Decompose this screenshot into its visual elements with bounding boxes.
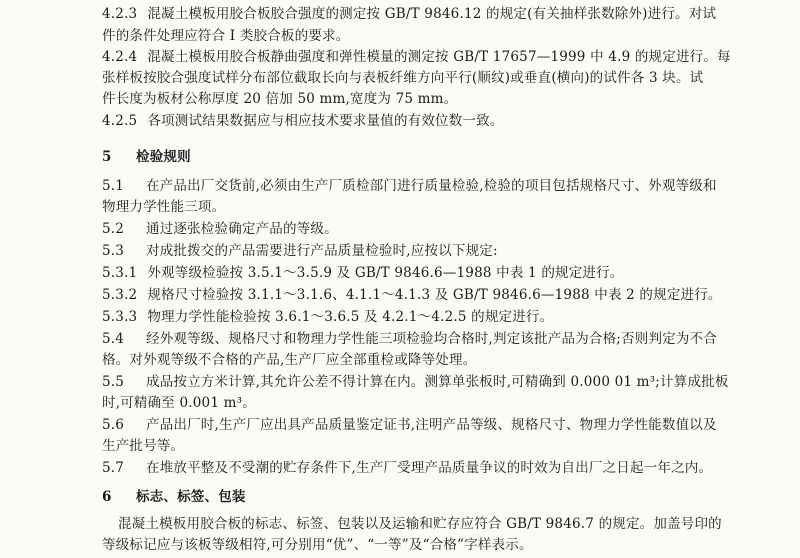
clause-text: 外观等级检验按 3.5.1～3.5.9 及 GB/T 9846.6—1988 中表 1 的规定进行。	[147, 265, 624, 281]
clause-number: 5.4	[102, 331, 125, 347]
clause-text: 经外观等级、规格尺寸和物理力学性能三项检验均合格时,判定该批产品为合格;否则判定为不合	[146, 331, 717, 347]
clause-number: 4.2.5	[102, 113, 138, 129]
clause-5-7-line-1	[102, 458, 760, 478]
clause-4-2-4-line-2: 张样板按胶合强度试样分布部位截取长向与表板纤维方向平行(顺纹)或垂直(横向)的试件各 3 块。试	[102, 70, 704, 86]
clause-5-4-line-1	[102, 329, 760, 349]
clause-text: 混凝土模板用胶合板胶合强度的测定按 GB/T 9846.12 的规定(有关抽样张数除外)进行。对试	[147, 6, 717, 22]
clause-5-5-line-2: 时,可精确至 0.001 m³。	[102, 395, 256, 411]
clause-5-6-line-1	[102, 415, 760, 435]
clause-text: 成品按立方米计算,其允许公差不得计算在内。测算单张板时,可精确到 0.000 01 m³;计算成批板	[146, 374, 729, 390]
clause-text: 在产品出厂交货前,必须由生产厂质检部门进行质量检验,检验的项目包括规格尺寸、外观等级和	[146, 178, 717, 194]
section-title: 标志、标签、包装	[136, 489, 246, 505]
clause-number: 4.2.4	[102, 49, 138, 65]
clause-number: 5.2	[102, 221, 125, 237]
clause-text: 各项测试结果数据应与相应技术要求量值的有效位数一致。	[147, 113, 504, 129]
clause-number: 5.7	[102, 460, 125, 476]
clause-number: 5.1	[102, 178, 125, 194]
clause-text: 对成批拨交的产品需要进行产品质量检验时,应按以下规定:	[146, 243, 498, 259]
clause-4-2-5-line-1	[102, 111, 760, 131]
clause-text: 通过逐张检验确定产品的等级。	[146, 221, 338, 237]
clause-text: 产品出厂时,生产厂应出具产品质量鉴定证书,注明产品等级、规格尺寸、物理力学性能数值以及	[146, 417, 717, 433]
clause-text: 在堆放平整及不受潮的贮存条件下,生产厂受理产品质量争议的时效为自出厂之日起一年之内。	[146, 460, 713, 476]
clause-4-2-3-line-1	[102, 4, 760, 24]
section-number: 5	[102, 149, 112, 165]
section-5-heading	[102, 147, 760, 167]
clause-4-2-4-line-1	[102, 47, 760, 67]
clause-5-3-3-line-1	[102, 307, 760, 327]
clause-5-3-2-line-1	[102, 285, 760, 305]
clause-number: 5.3	[102, 243, 125, 259]
section-6-paragraph-line-1: 混凝土模板用胶合板的标志、标签、包装以及运输和贮存应符合 GB/T 9846.7 的规定。加盖号印的	[118, 516, 722, 532]
section-6-heading	[102, 487, 760, 507]
clause-number: 5.3.3	[102, 309, 138, 325]
clause-4-2-3-line-2: 件的条件处理应符合 I 类胶合板的要求。	[102, 28, 350, 44]
clause-number: 4.2.3	[102, 6, 138, 22]
section-6-paragraph-line-2: 等级标记应与该板等级相符,可分别用“优”、“一等”及“合格”字样表示。	[102, 537, 533, 553]
clause-5-3-line-1	[102, 241, 760, 261]
clause-number: 5.6	[102, 417, 125, 433]
clause-4-2-4-line-3: 件长度为板材公称厚度 20 倍加 50 mm,宽度为 75 mm。	[102, 91, 458, 107]
clause-5-4-line-2: 格。对外观等级不合格的产品,生产厂应全部重检或降等处理。	[102, 352, 477, 368]
clause-text: 规格尺寸检验按 3.1.1～3.1.6、4.1.1～4.1.3 及 GB/T 9846.6—1988 中表 2 的规定进行。	[147, 287, 722, 303]
clause-text: 混凝土模板用胶合板静曲强度和弹性模量的测定按 GB/T 17657—1999 中 4.9 的规定进行。每	[147, 49, 731, 65]
clause-number: 5.5	[102, 374, 125, 390]
clause-number: 5.3.2	[102, 287, 138, 303]
clause-text: 物理力学性能检验按 3.6.1～3.6.5 及 4.2.1～4.2.5 的规定进行。	[147, 309, 554, 325]
clause-5-2-line-1	[102, 219, 760, 239]
section-title: 检验规则	[136, 149, 191, 165]
clause-5-6-line-2: 生产批号等。	[102, 438, 185, 454]
clause-number: 5.3.1	[102, 265, 138, 281]
clause-5-1-line-1	[102, 176, 760, 196]
clause-5-1-line-2: 物理力学性能三项。	[102, 199, 226, 215]
clause-5-5-line-1	[102, 372, 760, 392]
clause-5-3-1-line-1	[102, 263, 760, 283]
section-number: 6	[102, 489, 112, 505]
